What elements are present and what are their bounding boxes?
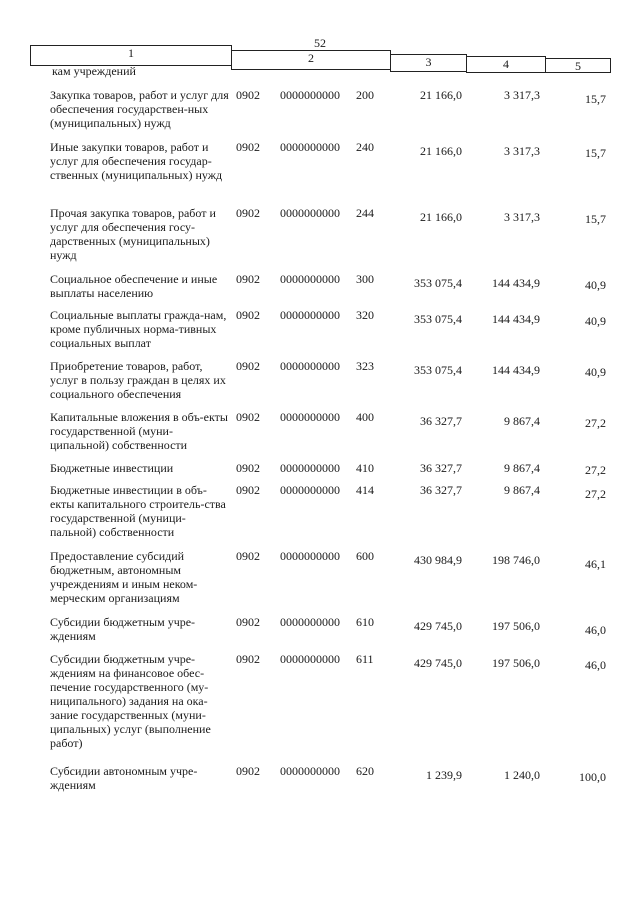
row-col-4: 144 434,9 — [492, 363, 540, 377]
row-type: 300 — [356, 272, 374, 286]
row-col-3: 353 075,4 — [414, 363, 462, 377]
row-article: 0000000000 — [280, 615, 340, 629]
row-col-4: 9 867,4 — [504, 483, 540, 497]
row-article: 0000000000 — [280, 308, 340, 322]
row-col-4: 3 317,3 — [504, 210, 540, 224]
row-section: 0902 — [236, 410, 260, 424]
row-col-3: 429 745,0 — [414, 619, 462, 633]
row-col-4: 1 240,0 — [504, 768, 540, 782]
row-article: 0000000000 — [280, 764, 340, 778]
row-section: 0902 — [236, 88, 260, 102]
row-col-5: 15,7 — [585, 92, 606, 106]
row-name: Социальные выплаты гражда-нам, кроме публичных норма-тивных социальных выплат — [50, 308, 227, 350]
row-col-5: 46,1 — [585, 557, 606, 571]
header-col-2: 2 — [231, 50, 391, 70]
row-article: 0000000000 — [280, 549, 340, 563]
row-col-3: 430 984,9 — [414, 553, 462, 567]
row-col-4: 197 506,0 — [492, 656, 540, 670]
row-section: 0902 — [236, 615, 260, 629]
header-col-4: 4 — [466, 56, 546, 73]
row-type: 610 — [356, 615, 374, 629]
row-col-4: 3 317,3 — [504, 144, 540, 158]
row-col-4: 144 434,9 — [492, 276, 540, 290]
row-col-5: 46,0 — [585, 623, 606, 637]
row-article: 0000000000 — [280, 140, 340, 154]
row-type: 600 — [356, 549, 374, 563]
row-section: 0902 — [236, 272, 260, 286]
row-type: 410 — [356, 461, 374, 475]
row-article: 0000000000 — [280, 410, 340, 424]
row-col-3: 353 075,4 — [414, 276, 462, 290]
row-section: 0902 — [236, 652, 260, 666]
row-section: 0902 — [236, 206, 260, 220]
row-col-5: 27,2 — [585, 463, 606, 477]
row-name: Субсидии бюджетным учре-ждениям на финансовое обес-печение государственного (му-ниципального) задания на ока-зание государственных (муни-ципальных) услуг (выполнение работ) — [50, 652, 211, 750]
row-type: 414 — [356, 483, 374, 497]
row-col-3: 36 327,7 — [420, 483, 462, 497]
row-name: Бюджетные инвестиции — [50, 461, 174, 475]
row-section: 0902 — [236, 308, 260, 322]
row-col-3: 353 075,4 — [414, 312, 462, 326]
row-col-4: 144 434,9 — [492, 312, 540, 326]
row-name: Социальное обеспечение и иные выплаты населению — [50, 272, 218, 300]
header-col-1: 1 — [30, 45, 232, 66]
row-col-4: 3 317,3 — [504, 88, 540, 102]
row-type: 611 — [356, 652, 374, 666]
row-type: 200 — [356, 88, 374, 102]
row-col-3: 21 166,0 — [420, 88, 462, 102]
page-number: 52 — [314, 36, 326, 50]
continued-text: кам учреждений — [52, 64, 136, 78]
row-col-5: 46,0 — [585, 658, 606, 672]
row-col-5: 27,2 — [585, 416, 606, 430]
row-name: Закупка товаров, работ и услуг для обеспечения государствен-ных (муниципальных) нужд — [50, 88, 229, 130]
row-section: 0902 — [236, 140, 260, 154]
row-col-5: 15,7 — [585, 212, 606, 226]
row-type: 400 — [356, 410, 374, 424]
row-type: 244 — [356, 206, 374, 220]
row-col-3: 36 327,7 — [420, 414, 462, 428]
row-col-5: 100,0 — [579, 770, 606, 784]
row-article: 0000000000 — [280, 652, 340, 666]
row-col-5: 40,9 — [585, 365, 606, 379]
header-col-5: 5 — [545, 58, 611, 73]
row-name: Прочая закупка товаров, работ и услуг для обеспечения госу-дарственных (муниципальных) нужд — [50, 206, 216, 262]
row-name: Приобретение товаров, работ, услуг в пользу граждан в целях их социального обеспечения — [50, 359, 226, 401]
row-name: Иные закупки товаров, работ и услуг для обеспечения государ-ственных (муниципальных) нужд — [50, 140, 223, 182]
row-name: Предоставление субсидий бюджетным, автономным учреждениям и иным неком-мерческим организациям — [50, 549, 198, 605]
row-col-5: 40,9 — [585, 314, 606, 328]
row-article: 0000000000 — [280, 88, 340, 102]
row-col-3: 21 166,0 — [420, 144, 462, 158]
row-name: Субсидии автономным учре-ждениям — [50, 764, 198, 792]
row-article: 0000000000 — [280, 206, 340, 220]
row-type: 323 — [356, 359, 374, 373]
row-article: 0000000000 — [280, 461, 340, 475]
row-section: 0902 — [236, 549, 260, 563]
row-section: 0902 — [236, 359, 260, 373]
row-col-3: 21 166,0 — [420, 210, 462, 224]
row-name: Субсидии бюджетным учре-ждениям — [50, 615, 196, 643]
row-col-3: 429 745,0 — [414, 656, 462, 670]
header-col-3: 3 — [390, 54, 467, 72]
row-type: 620 — [356, 764, 374, 778]
row-type: 320 — [356, 308, 374, 322]
row-col-4: 9 867,4 — [504, 414, 540, 428]
row-col-5: 15,7 — [585, 146, 606, 160]
row-col-5: 27,2 — [585, 487, 606, 501]
row-col-4: 197 506,0 — [492, 619, 540, 633]
row-col-3: 36 327,7 — [420, 461, 462, 475]
row-article: 0000000000 — [280, 272, 340, 286]
row-article: 0000000000 — [280, 483, 340, 497]
row-name: Бюджетные инвестиции в объ-екты капитального строитель-ства государственной (муници-пальной) собственности — [50, 483, 226, 539]
row-section: 0902 — [236, 461, 260, 475]
row-col-3: 1 239,9 — [426, 768, 462, 782]
row-type: 240 — [356, 140, 374, 154]
row-name: Капитальные вложения в объ-екты государственной (муни-ципальной) собственности — [50, 410, 228, 452]
row-section: 0902 — [236, 764, 260, 778]
row-section: 0902 — [236, 483, 260, 497]
row-col-5: 40,9 — [585, 278, 606, 292]
row-article: 0000000000 — [280, 359, 340, 373]
row-col-4: 9 867,4 — [504, 461, 540, 475]
row-col-4: 198 746,0 — [492, 553, 540, 567]
